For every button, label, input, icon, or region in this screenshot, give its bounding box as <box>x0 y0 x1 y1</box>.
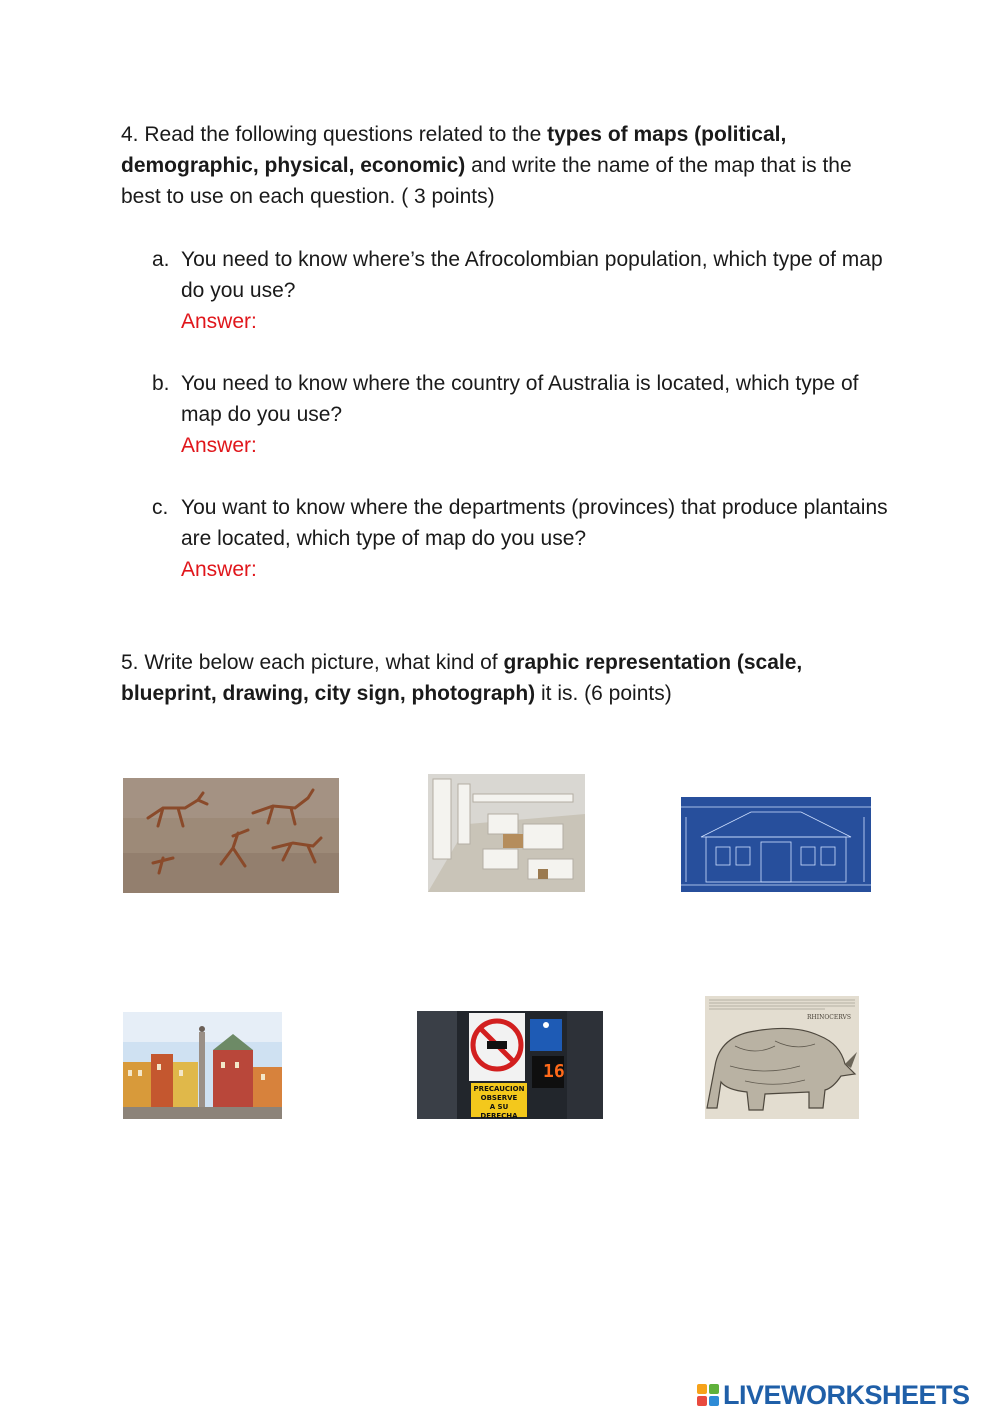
pedestrian-counter: 16 <box>543 1061 565 1082</box>
question-4c-text: You want to know where the departments (provinces) that produce plantains are located, which type of map do you use? <box>181 496 888 550</box>
question-4c: c. You want to know where the departments (provinces) that produce plantains are located, which type of map do you use? Answer: <box>152 492 892 585</box>
answer-4b[interactable]: Answer: <box>181 434 257 457</box>
question-4-keywords: types of maps (political, demographic, physical, economic) <box>121 123 787 177</box>
question-4a-text: You need to know where’s the Afrocolombian population, which type of map do you use? <box>181 248 883 302</box>
liveworksheets-logo <box>697 1378 970 1412</box>
sign-precaution-text: PRECAUCION OBSERVE A SU DERECHA <box>473 1085 525 1119</box>
cave-painting-image <box>123 778 339 893</box>
question-4a: a. You need to know where’s the Afrocolombian population, which type of map do you use? Answer: <box>152 244 892 337</box>
question-4-intro: 4. Read the following questions related to the types of maps (political, demographic, physical, economic) and write the name of the map that is the best to use on each question. ( 3 points) <box>121 123 852 208</box>
question-4b-text: You need to know where the country of Australia is located, which type of map do you use? <box>181 372 859 426</box>
city-sign-image <box>417 1011 603 1119</box>
question-5-keywords: graphic representation (scale, blueprint, drawing, city sign, photograph) <box>121 651 803 705</box>
answer-4c[interactable]: Answer: <box>181 558 257 581</box>
rhinoceros-caption: RHINOCERVS <box>806 1014 851 1021</box>
city-photograph-image <box>123 1012 282 1119</box>
answer-4a[interactable]: Answer: <box>181 310 257 333</box>
question-5-intro: 5. Write below each picture, what kind of graphic representation (scale, blueprint, drawing, city sign, photograph) it is. (6 points) <box>121 651 803 705</box>
question-4b: b. You need to know where the country of Australia is located, which type of map do you use? Answer: <box>152 368 892 461</box>
scale-model-image <box>428 774 585 892</box>
liveworksheets-logo-mark-icon <box>697 1384 719 1406</box>
rhinoceros-drawing-image <box>705 996 859 1119</box>
blueprint-image <box>681 797 871 892</box>
liveworksheets-logo-text: LIVEWORKSHEETS <box>723 1379 970 1410</box>
